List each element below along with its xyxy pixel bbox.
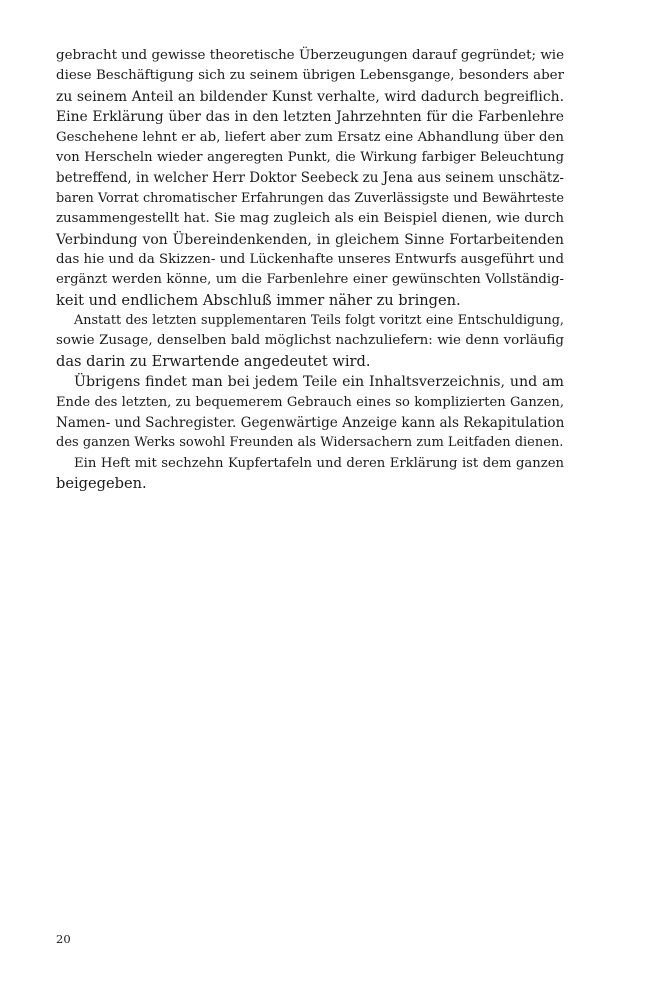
text-line: Eine Erklärung über das in den letzten Jahrzehnten für die Farbenlehre (56, 109, 564, 126)
text-line: diese Beschäftigung sich zu seinem übrigen Lebensgange, besonders aber (56, 68, 564, 84)
text-line: ergänzt werden könne, um die Farbenlehre einer gewünschten Vollständig- (56, 272, 564, 288)
paragraph (56, 454, 564, 495)
text-line: Namen- und Sachregister. Gegenwärtige Anzeige kann als Rekapitulation (56, 415, 565, 432)
text-line: zu seinem Anteil an bildender Kunst verhalte, wird dadurch begreiflich. (56, 88, 564, 105)
text-line: keit und endlichem Abschluß immer näher zu bringen. (56, 291, 461, 309)
text-line: das hie und da Skizzen- und Lückenhafte unseres Entwurfs ausgeführt und (56, 251, 564, 267)
page-number: 20 (56, 932, 71, 946)
text-line: Übrigens findet man bei jedem Teile ein Inhaltsverzeichnis, und am (74, 374, 564, 391)
paragraph (56, 372, 564, 454)
text-line: das darin zu Erwartende angedeutet wird. (56, 352, 371, 370)
text-line: des ganzen Werks sowohl Freunden als Widersachern zum Leitfaden dienen. (56, 435, 564, 451)
text-line: Verbindung von Übereindenkenden, in gleichem Sinne Fortarbeitenden (56, 231, 564, 248)
text-line: gebracht und gewisse theoretische Überzeugungen darauf gegründet; wie (56, 48, 564, 63)
text-line: Ende des letzten, zu bequemerem Gebrauch eines so komplizierten Ganzen, (56, 394, 564, 410)
text-line: zusammengestellt hat. Sie mag zugleich als ein Beispiel dienen, wie durch (56, 211, 564, 227)
text-line: von Herscheln wieder angeregten Punkt, die Wirkung farbiger Beleuchtung (56, 149, 564, 165)
paragraph (56, 46, 564, 311)
text-line: baren Vorrat chromatischer Erfahrungen das Zuverlässigste und Bewährteste (56, 190, 564, 206)
text-line: beigegeben. (56, 475, 147, 493)
text-line: Ein Heft mit sechzehn Kupfertafeln und deren Erklärung ist dem ganzen (74, 455, 564, 471)
text-body (56, 46, 564, 495)
paragraph (56, 311, 564, 372)
text-line: Anstatt des letzten supplementaren Teils folgt voritzt eine Entschuldigung, (74, 313, 564, 329)
text-line: sowie Zusage, denselben bald möglichst nachzuliefern: wie denn vorläufig (56, 333, 564, 349)
text-line: betreffend, in welcher Herr Doktor Seebeck zu Jena aus seinem unschätz- (56, 170, 564, 187)
text-line: Geschehene lehnt er ab, liefert aber zum Ersatz eine Abhandlung über den (56, 129, 564, 145)
